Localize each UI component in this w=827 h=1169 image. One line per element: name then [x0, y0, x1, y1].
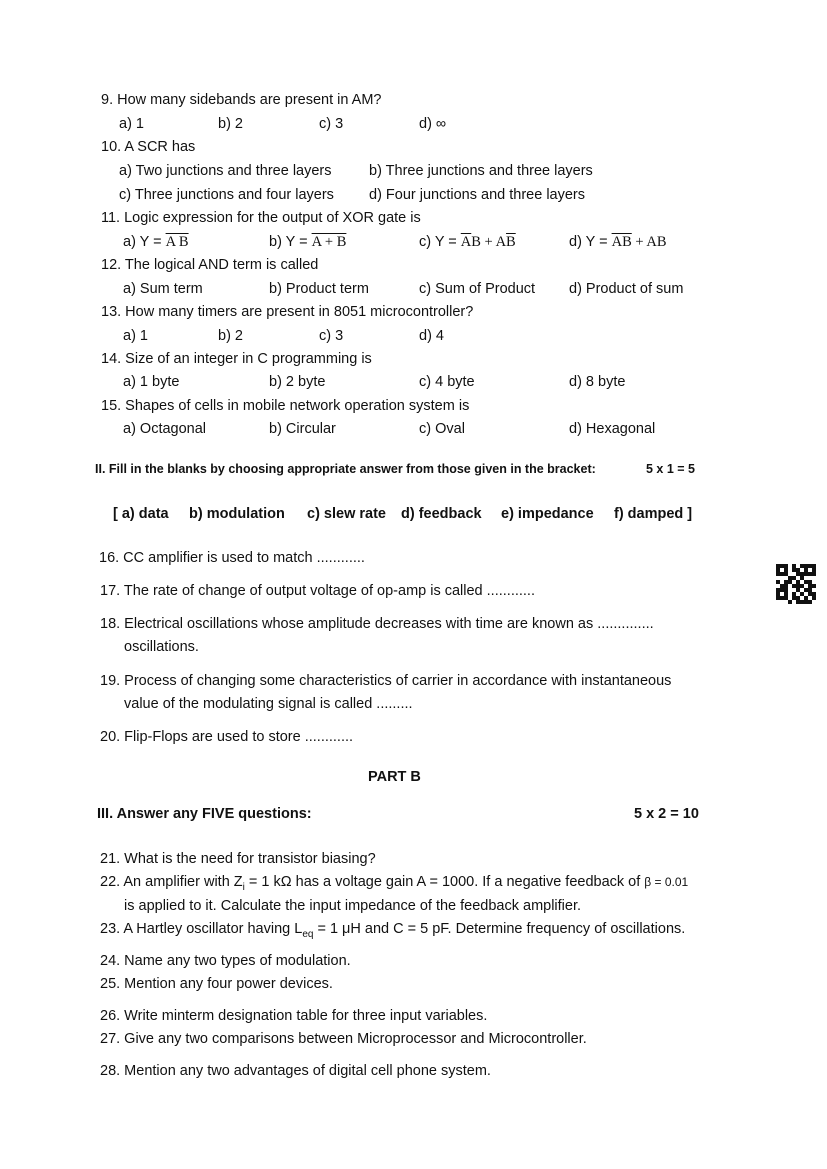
q10-option-a: a) Two junctions and three layers — [119, 163, 332, 179]
q14-option-d: d) 8 byte — [569, 374, 626, 390]
question-16: 16. CC amplifier is used to match ............ — [99, 550, 365, 566]
section-2-heading: II. Fill in the blanks by choosing appropriate answer from those given in the bracket: — [95, 462, 596, 476]
q13-option-b: b) 2 — [218, 328, 243, 344]
q22-subscript: i — [242, 881, 245, 893]
choice-slew-rate: c) slew rate — [307, 506, 386, 522]
question-19: 19. Process of changing some characteristics of carrier in accordance with instantaneous — [100, 673, 672, 689]
q11-option-d-pre: $\overline{AB}$ — [611, 234, 632, 250]
choice-impedance: e) impedance — [501, 506, 594, 522]
q11-option-c-label: c) Y = — [419, 234, 461, 250]
question-22 — [100, 874, 688, 893]
qr-code-icon — [776, 564, 816, 604]
q22-beta: β = 0.01 — [644, 875, 689, 889]
q9-option-a: a) 1 — [119, 116, 144, 132]
q11-option-b-label: b) Y = — [269, 234, 312, 250]
question-21: 21. What is the need for transistor biasing? — [100, 851, 376, 867]
q23-subscript: eq — [302, 928, 314, 940]
question-13: 13. How many timers are present in 8051 microcontroller? — [101, 304, 474, 320]
choice-feedback: d) feedback — [401, 506, 482, 522]
q9-option-c: c) 3 — [319, 116, 344, 132]
question-17: 17. The rate of change of output voltage of op-amp is called ............ — [100, 583, 535, 599]
section-3-marks: 5 x 2 = 10 — [634, 806, 699, 822]
q23-text-a: 23. A Hartley oscillator having L — [100, 921, 303, 937]
section-2-marks: 5 x 1 = 5 — [646, 462, 695, 476]
section-3-heading: III. Answer any FIVE questions: — [97, 806, 312, 822]
q11-option-c-mid: B + A — [471, 234, 507, 250]
question-11: 11. Logic expression for the output of XOR gate is — [101, 210, 421, 226]
choice-modulation: b) modulation — [189, 506, 285, 522]
q11-option-c — [419, 234, 516, 251]
q12-option-c: c) Sum of Product — [419, 281, 536, 297]
q12-option-a: a) Sum term — [123, 281, 203, 297]
question-10: 10. A SCR has — [101, 139, 196, 155]
q22-text-b: = 1 kΩ has a voltage gain A = 1000. If a negative feedback of — [244, 874, 645, 890]
q11-option-b-expr: A + B — [311, 234, 347, 250]
part-b-title: PART B — [368, 769, 421, 785]
choice-damped: f) damped ] — [614, 506, 693, 522]
q11-option-d-label: d) Y = — [569, 234, 612, 250]
q11-option-c-pre: $\overline{A}$ — [460, 234, 472, 250]
q11-option-d-post: + AB — [631, 234, 667, 250]
q15-option-d: d) Hexagonal — [569, 421, 656, 437]
question-15: 15. Shapes of cells in mobile network operation system is — [101, 398, 470, 414]
q14-option-a: a) 1 byte — [123, 374, 180, 390]
question-20: 20. Flip-Flops are used to store ............ — [100, 729, 354, 745]
question-24: 24. Name any two types of modulation. — [100, 953, 351, 969]
q10-option-d: d) Four junctions and three layers — [369, 187, 585, 203]
choice-data: [ a) data — [113, 506, 169, 522]
q14-option-b: b) 2 byte — [269, 374, 326, 390]
q9-option-b: b) 2 — [218, 116, 243, 132]
question-23 — [100, 921, 685, 940]
q10-option-c: c) Three junctions and four layers — [119, 187, 334, 203]
q23-text-b: = 1 μH and C = 5 pF. Determine frequency of oscillations. — [313, 921, 686, 937]
q11-option-a-label: a) Y = — [123, 234, 166, 250]
q11-option-b — [269, 234, 346, 251]
q22-text-a: 22. An amplifier with Z — [100, 874, 243, 890]
q11-option-a — [123, 234, 189, 251]
q13-option-c: c) 3 — [319, 328, 344, 344]
question-26: 26. Write minterm designation table for three input variables. — [100, 1008, 488, 1024]
question-18: 18. Electrical oscillations whose amplitude decreases with time are known as .............. — [100, 616, 654, 632]
q11-option-c-post: $\overline{B}$ — [506, 234, 516, 250]
q9-option-d: d) ∞ — [419, 116, 447, 132]
q11-option-d — [569, 234, 667, 251]
question-18-cont: oscillations. — [124, 639, 199, 655]
q11-option-a-expr: A B — [165, 234, 189, 250]
question-9: 9. How many sidebands are present in AM? — [101, 92, 382, 108]
q15-option-c: c) Oval — [419, 421, 465, 437]
q12-option-d: d) Product of sum — [569, 281, 684, 297]
q15-option-b: b) Circular — [269, 421, 336, 437]
question-22-cont: is applied to it. Calculate the input impedance of the feedback amplifier. — [124, 898, 582, 914]
q10-option-b: b) Three junctions and three layers — [369, 163, 593, 179]
question-19-cont: value of the modulating signal is called ......... — [124, 696, 413, 712]
q15-option-a: a) Octagonal — [123, 421, 207, 437]
question-28: 28. Mention any two advantages of digital cell phone system. — [100, 1063, 491, 1079]
q13-option-a: a) 1 — [123, 328, 148, 344]
q12-option-b: b) Product term — [269, 281, 369, 297]
q14-option-c: c) 4 byte — [419, 374, 475, 390]
question-14: 14. Size of an integer in C programming is — [101, 351, 372, 367]
q13-option-d: d) 4 — [419, 328, 444, 344]
question-25: 25. Mention any four power devices. — [100, 976, 333, 992]
question-27: 27. Give any two comparisons between Microprocessor and Microcontroller. — [100, 1031, 587, 1047]
question-12: 12. The logical AND term is called — [101, 257, 319, 273]
